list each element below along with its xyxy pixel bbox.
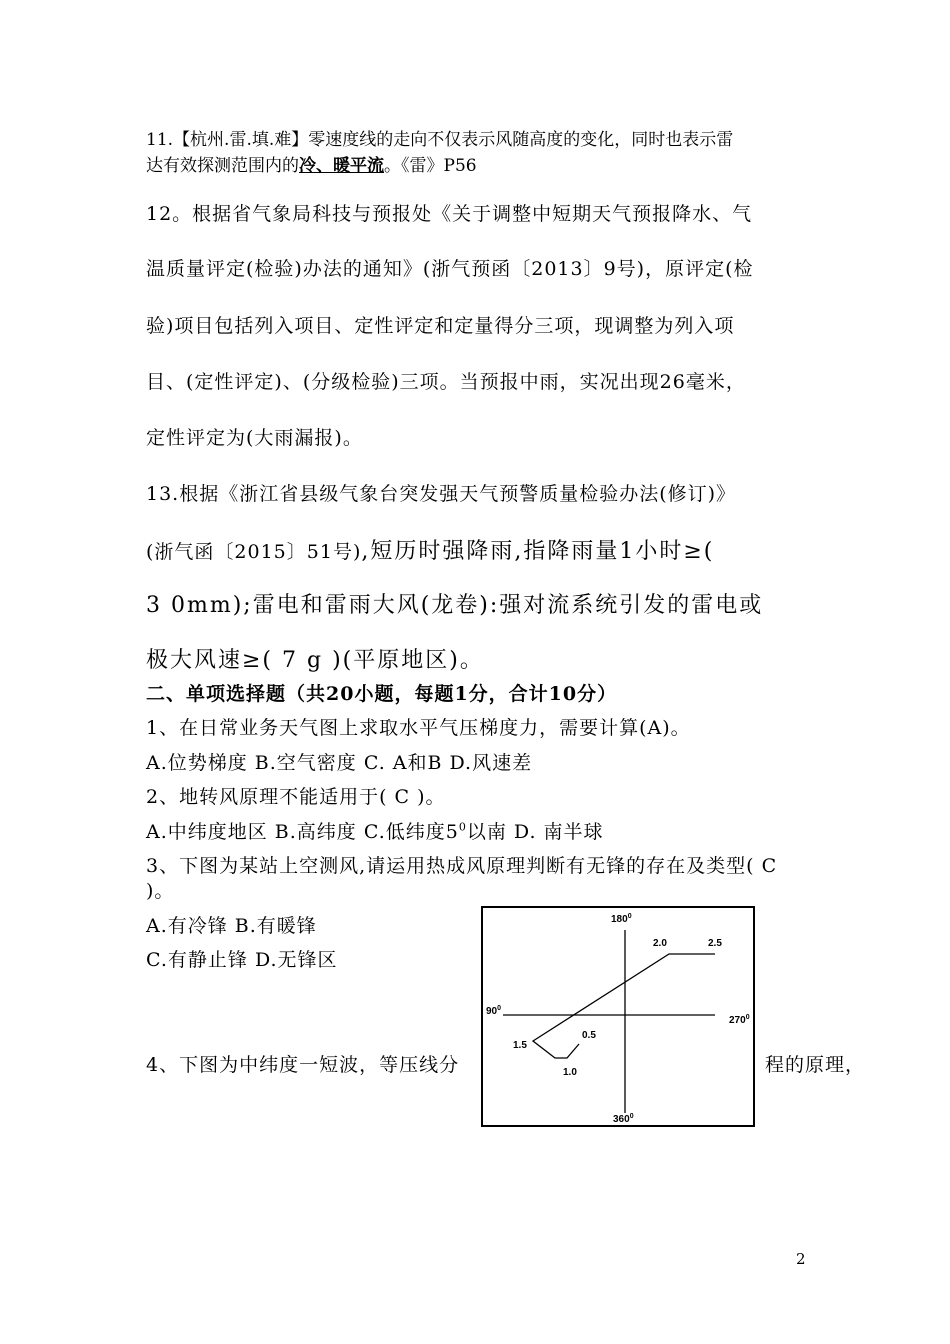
speed-2-0: 2.0	[653, 938, 667, 949]
q11-line1: 11.【杭州.雷.填.难】零速度线的走向不仅表示风随高度的变化，同时也表示雷	[146, 130, 734, 150]
q12-line4: 目、(定性评定)、(分级检验)三项。当预报中雨，实况出现26毫米，	[146, 371, 746, 393]
mc2-options-post: 以南 D. 南半球	[466, 821, 604, 843]
q12-line1: 12。根据省气象局科技与预报处《关于调整中短期天气预报降水、气	[146, 203, 753, 225]
q12-line3: 验)项目包括列入项目、定性评定和定量得分三项，现调整为列入项	[146, 315, 735, 337]
q13-line2-text: ,短历时强降雨,指降雨量1小时≥(	[361, 539, 715, 564]
q13-line2	[146, 534, 714, 565]
label-90: $90^0$	[486, 1005, 502, 1017]
mc2-options-pre: A.中纬度地区 B.高纬度 C.低纬度5	[146, 821, 459, 843]
q11-text-post: 。《雷》P56	[384, 156, 477, 176]
wind-hodograph-line	[533, 954, 715, 1058]
q11-text-pre: 达有效探测范围内的	[146, 156, 299, 176]
speed-1-5: 1.5	[513, 1040, 527, 1051]
speed-2-5: 2.5	[708, 938, 722, 949]
q13-line4: 极大风速≥( 7 g )(平原地区)。	[146, 648, 484, 673]
q11-answer: 冷、暖平流	[299, 156, 384, 176]
mc4-question-left: 4、下图为中纬度一短波，等压线分	[146, 1054, 460, 1076]
hodograph-diagram	[481, 906, 755, 1127]
mc1-options: A.位势梯度 B.空气密度 C. A和B D.风速差	[146, 752, 533, 774]
q11-line2	[146, 151, 477, 176]
label-270: $270^0$	[729, 1014, 750, 1026]
mc3-question-end: )。	[146, 880, 175, 902]
q13-line3: 3 0mm);雷电和雷雨大风(龙卷):强对流系统引发的雷电或	[146, 593, 764, 618]
speed-1-0: 1.0	[563, 1067, 577, 1078]
q13-line2-doc: (浙气函〔2015〕51号)	[146, 541, 362, 563]
q12-line5: 定性评定为(大雨漏报)。	[146, 427, 363, 449]
speed-0-5: 0.5	[582, 1030, 596, 1041]
mc1-question: 1、在日常业务天气图上求取水平气压梯度力，需要计算(A)。	[146, 717, 691, 739]
mc4-question-right: 程的原理，	[765, 1054, 866, 1076]
mc3-options-cd: C.有静止锋 D.无锋区	[146, 949, 338, 971]
q13-line1: 13.根据《浙江省县级气象台突发强天气预警质量检验办法(修订)》	[146, 483, 737, 505]
page-number: 2	[796, 1250, 806, 1268]
mc2-options	[146, 817, 604, 844]
label-180: $180^0$	[611, 913, 632, 925]
mc3-question: 3、下图为某站上空测风,请运用热成风原理判断有无锋的存在及类型( C	[146, 855, 778, 877]
mc3-options-ab: A.有冷锋 B.有暖锋	[146, 915, 317, 937]
section2-title: 二、单项选择题（共20小题，每题1分，合计10分）	[146, 683, 618, 705]
mc2-question: 2、地转风原理不能适用于( C )。	[146, 786, 446, 808]
q12-line2: 温质量评定(检验)办法的通知》(浙气预函〔2013〕9号)，原评定(检	[146, 258, 754, 280]
label-360: $360^0$	[613, 1113, 634, 1125]
mc2-degree-sup: 0	[458, 820, 467, 834]
